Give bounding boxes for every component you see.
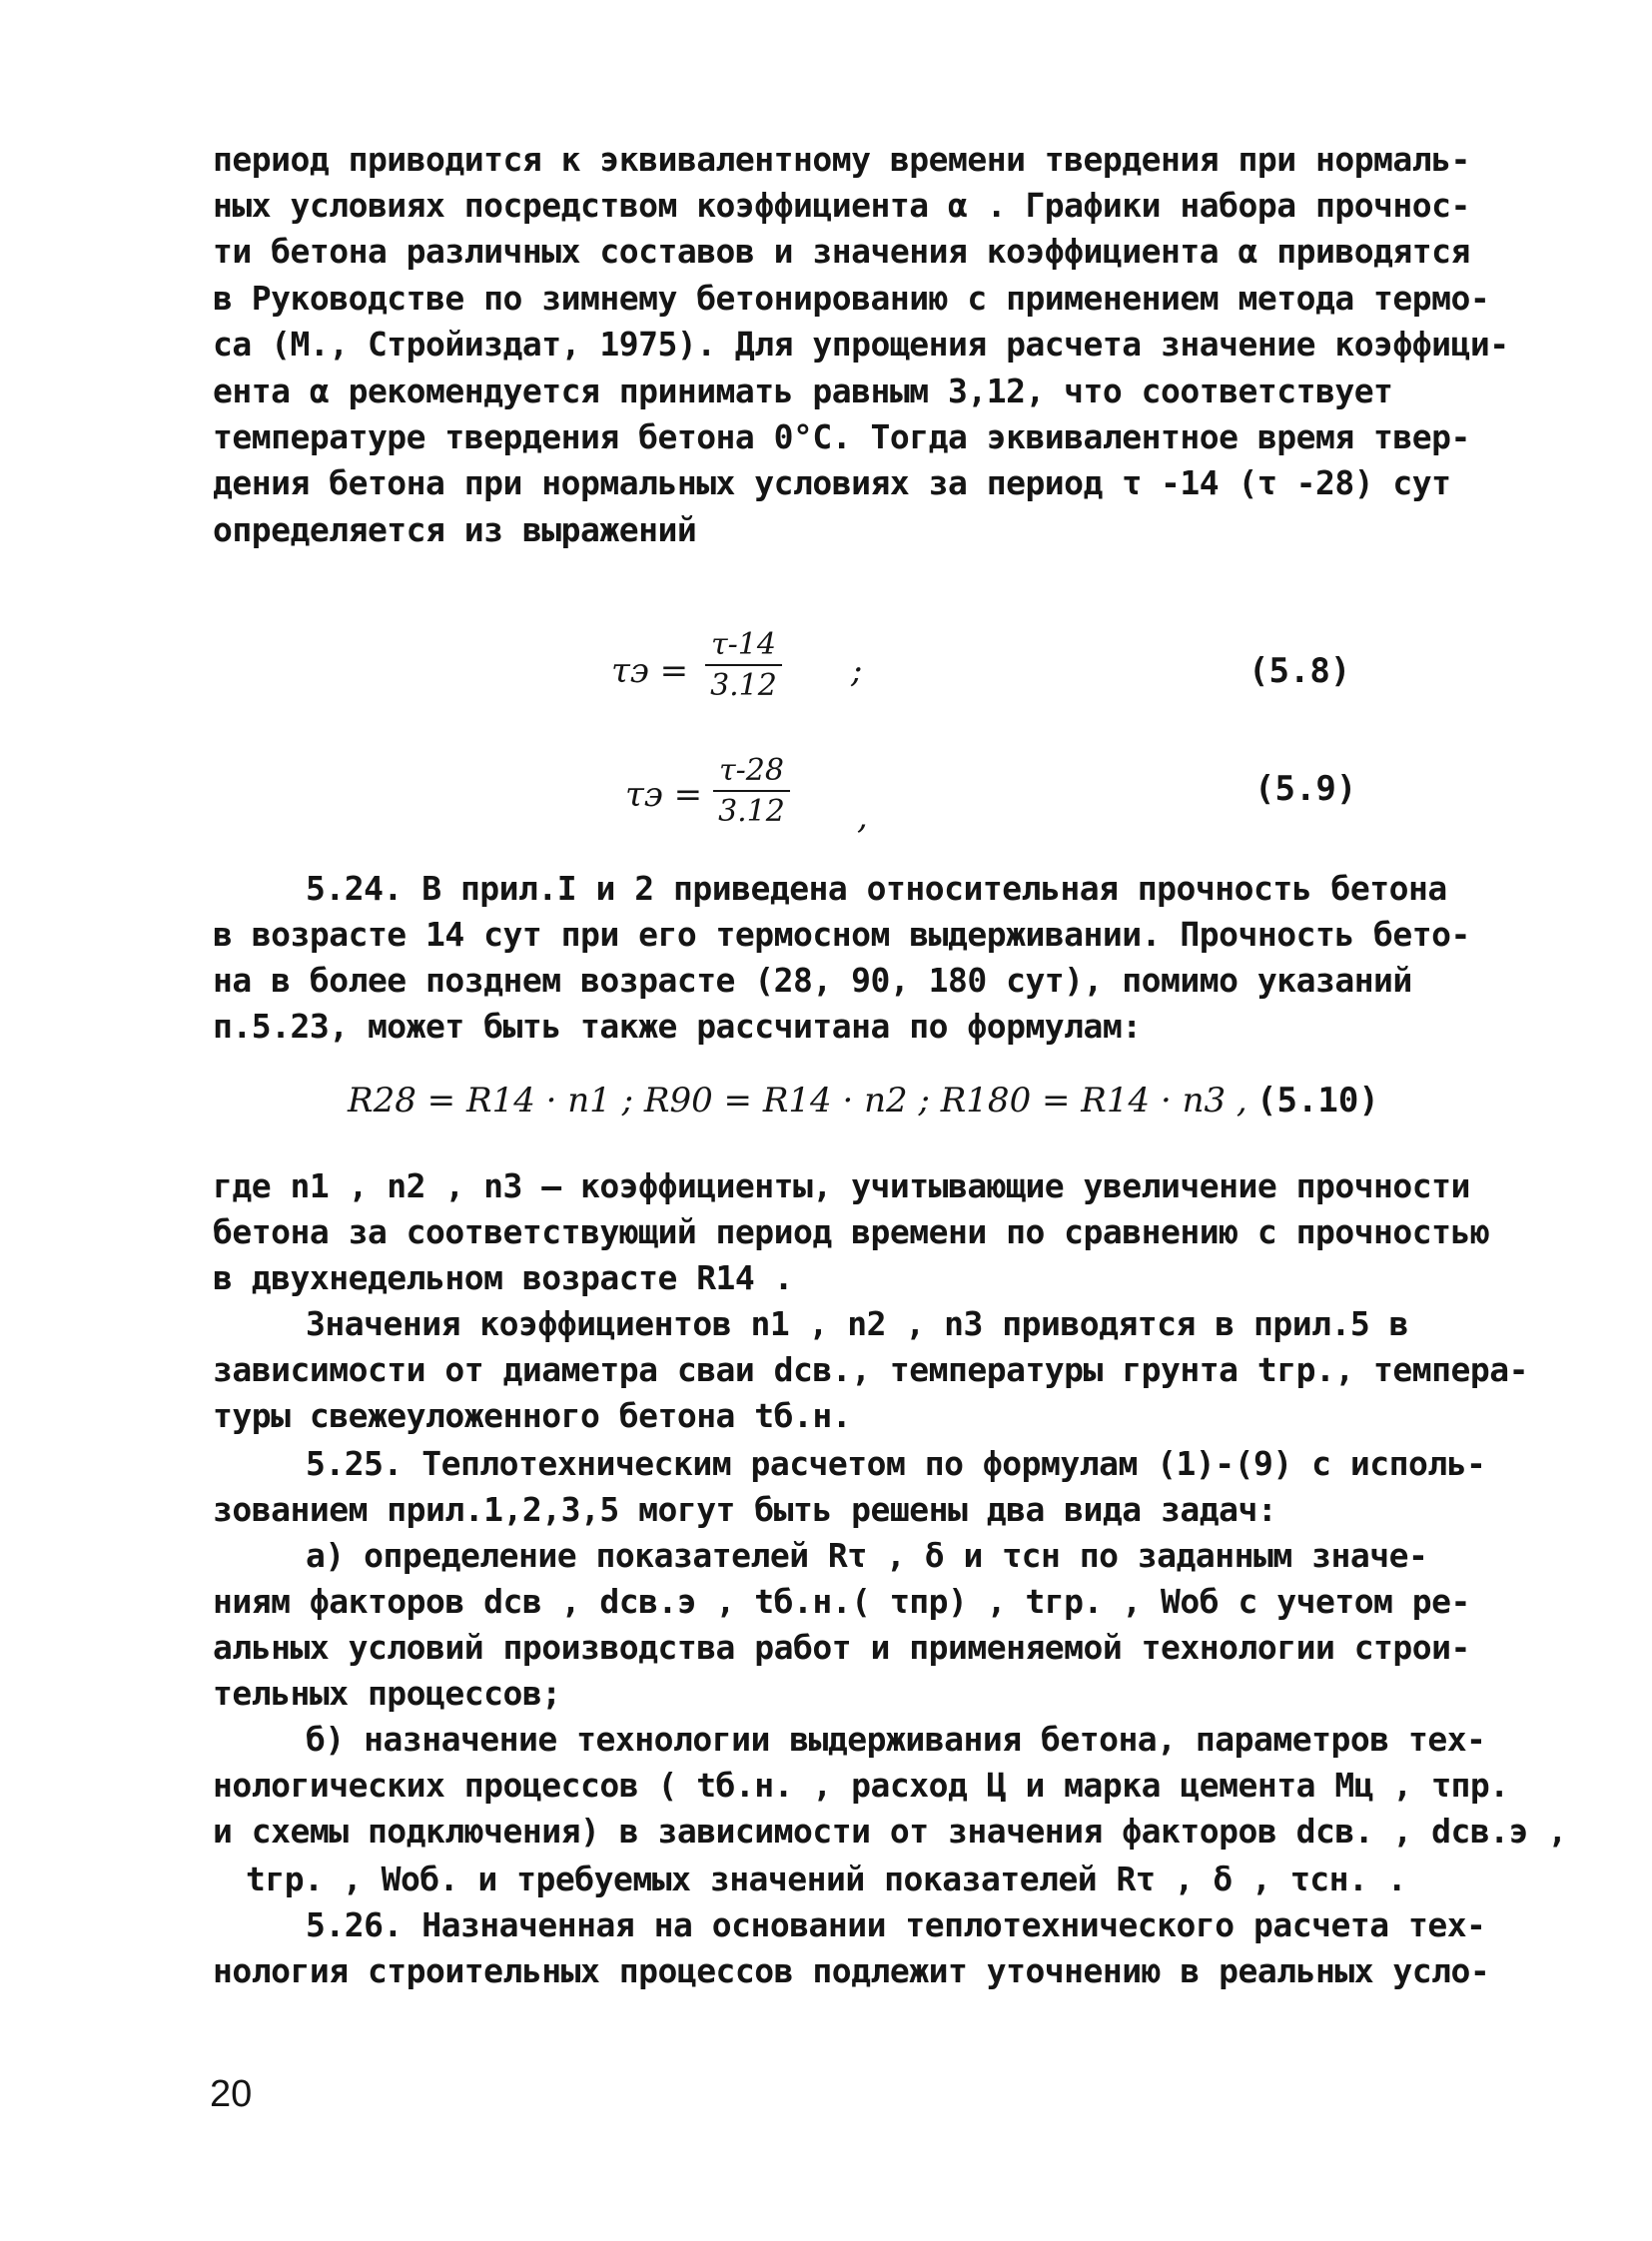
- equation-lhs: τэ =: [611, 651, 689, 691]
- equation-separator: ,: [857, 797, 868, 837]
- text-line: 5.25. Теплотехническим расчетом по формулам (1)-(9) с исполь-: [306, 1444, 1486, 1483]
- text-line: а) определение показателей Rτ , δ и τсн по заданным значе-: [306, 1536, 1428, 1575]
- text-line: нология строительных процессов подлежит уточнению в реальных усло-: [213, 1951, 1490, 1990]
- text-line: 5.24. В прил.I и 2 приведена относительная прочность бетона: [306, 869, 1447, 908]
- page-number: 20: [210, 2073, 253, 2115]
- text-line: ных условиях посредством коэффициента α . Графики набора прочнос-: [213, 186, 1470, 225]
- text-line: tгр. , Wоб. и требуемых значений показателей Rτ , δ , τсн. .: [246, 1860, 1407, 1898]
- text-line: на в более позднем возрасте (28, 90, 180 сут), помимо указаний: [213, 961, 1412, 1000]
- text-line: б) назначение технологии выдерживания бетона, параметров тех-: [306, 1720, 1486, 1759]
- text-line: период приводится к эквивалентному времени твердения при нормаль-: [213, 140, 1470, 179]
- equation-inline: R28 = R14 · n1 ; R90 = R14 · n2 ; R180 = R14 · n3 ,: [348, 1081, 1247, 1120]
- text-line: бетона за соответствующий период времени по сравнению с прочностью: [213, 1212, 1490, 1251]
- text-line: зависимости от диаметра сваи dсв., температуры грунта tгр., темпера-: [213, 1350, 1529, 1389]
- equation-fraction: [705, 627, 782, 703]
- equation-number: (5.10): [1256, 1081, 1379, 1120]
- text-line: п.5.23, может быть также рассчитана по формулам:: [213, 1007, 1142, 1046]
- equation-number: (5.9): [1254, 769, 1357, 809]
- text-line: ти бетона различных составов и значения коэффициента α приводятся: [213, 232, 1470, 271]
- text-line: дения бетона при нормальных условиях за период τ -14 (τ -28) сут: [213, 463, 1451, 502]
- text-line: зованием прил.1,2,3,5 могут быть решены два вида задач:: [213, 1490, 1277, 1529]
- fraction-numerator: τ-14: [711, 627, 776, 662]
- equation-fraction: [713, 753, 790, 829]
- text-line: Значения коэффициентов n1 , n2 , n3 приводятся в прил.5 в: [306, 1304, 1408, 1343]
- fraction-denominator: 3.12: [710, 668, 777, 703]
- text-line: альных условий производства работ и применяемой технологии строи-: [213, 1628, 1470, 1667]
- fraction-denominator: 3.12: [718, 794, 785, 829]
- text-line: ента α рекомендуется принимать равным 3,12, что соответствует: [213, 372, 1393, 410]
- text-line: туры свежеуложенного бетона tб.н.: [213, 1396, 852, 1435]
- text-line: в двухнедельном возрасте R14 .: [213, 1258, 794, 1297]
- text-line: где n1 , n2 , n3 – коэффициенты, учитывающие увеличение прочности: [213, 1166, 1470, 1205]
- equation-lhs: τэ =: [625, 775, 703, 815]
- text-line: в Руководстве по зимнему бетонированию с применением метода термо-: [213, 279, 1490, 318]
- text-line: нологических процессов ( tб.н. , расход Ц и марка цемента Мц , τпр.: [213, 1766, 1509, 1805]
- text-line: 5.26. Назначенная на основании теплотехнического расчета тех-: [306, 1905, 1486, 1944]
- text-line: температуре твердения бетона 0°С. Тогда эквивалентное время твер-: [213, 417, 1470, 456]
- equation-separator: ;: [851, 651, 863, 691]
- text-line: определяется из выражений: [213, 510, 697, 549]
- text-line: са (М., Стройиздат, 1975). Для упрощения расчета значение коэффици-: [213, 325, 1509, 364]
- text-line: ниям факторов dсв , dсв.э , tб.н.( τпр) , tгр. , Wоб с учетом ре-: [213, 1582, 1470, 1621]
- fraction-numerator: τ-28: [719, 753, 784, 788]
- text-line: и схемы подключения) в зависимости от значения факторов dсв. , dсв.э ,: [213, 1812, 1567, 1851]
- text-line: тельных процессов;: [213, 1674, 561, 1713]
- equation-number: (5.8): [1248, 651, 1351, 691]
- text-line: в возрасте 14 сут при его термосном выдерживании. Прочность бето-: [213, 915, 1470, 954]
